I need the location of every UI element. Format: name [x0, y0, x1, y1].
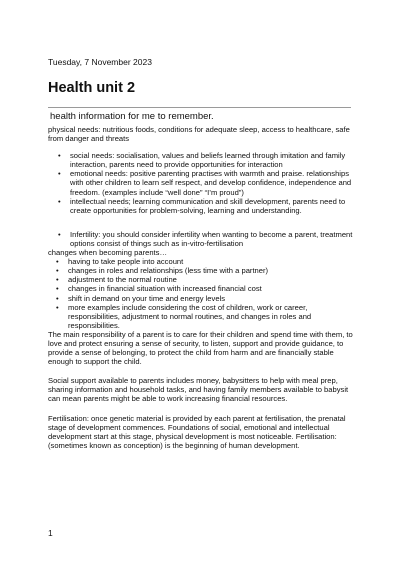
needs-list	[48, 151, 354, 215]
changes-intro: changes when becoming parents…	[48, 248, 168, 258]
section-heading: health information for me to remember.	[50, 111, 214, 122]
document-date: Tuesday, 7 November 2023	[48, 57, 152, 67]
page-number: 1	[48, 528, 53, 538]
title-divider	[48, 107, 351, 108]
list-item: • shift in demand on your time and energy levels	[48, 294, 354, 303]
social-support-paragraph: Social support available to parents includes money, babysitters to help with meal prep, sharing information and household tasks, and having family members available to babysit can mean parents might be able to work increasing financial resources.	[48, 376, 349, 404]
physical-needs-paragraph: physical needs: nutritious foods, conditions for adequate sleep, access to healthcare, safe from danger and threats	[48, 125, 350, 144]
list-item: • social needs: socialisation, values and beliefs learned through imitation and family interaction, parents need to provide opportunities for interaction	[48, 151, 354, 169]
list-item: • adjustment to the normal routine	[48, 275, 354, 284]
list-item: • changes in roles and relationships (less time with a partner)	[48, 266, 354, 275]
list-item: • Infertility: you should consider infertility when wanting to become a parent, treatment options consist of things such as in-vitro-fertilisation	[48, 230, 354, 248]
page-title: Health unit 2	[48, 80, 136, 96]
changes-list	[48, 257, 354, 330]
list-item: • more examples include considering the cost of children, work or career, responsibilities, adjustment to normal routines, and changes in roles and responsibilities.	[48, 303, 354, 330]
list-item: • emotional needs: positive parenting practises with warmth and praise. relationships with other children to learn self respect, and develop confidence, independence and freedom. (examples include “well done” “I’m proud”)	[48, 169, 354, 196]
list-item: • intellectual needs; learning communication and skill development, parents need to create opportunities for problem-solving, learning and understanding.	[48, 197, 354, 215]
list-item: • having to take people into account	[48, 257, 354, 266]
responsibility-paragraph: The main responsibility of a parent is to care for their children and spend time with them, to love and protect ensuring a sense of security, to listen, support and provide guidance, to provide a sense of belonging, to protect the child from harm and are financially stable enough to support the child.	[48, 329, 353, 367]
list-item: • changes in financial situation with increased financial cost	[48, 284, 354, 293]
fertilisation-paragraph: Fertilisation: once genetic material is provided by each parent at fertilisation, the prenatal stage of development commences. Foundations of social, emotional and intellectual development start at this stage, physical development is most noticeable. Fertilisation: (sometimes known as conception) is the beginning of human development.	[48, 413, 346, 450]
notes-body	[48, 125, 354, 450]
infertility-list	[48, 230, 354, 248]
